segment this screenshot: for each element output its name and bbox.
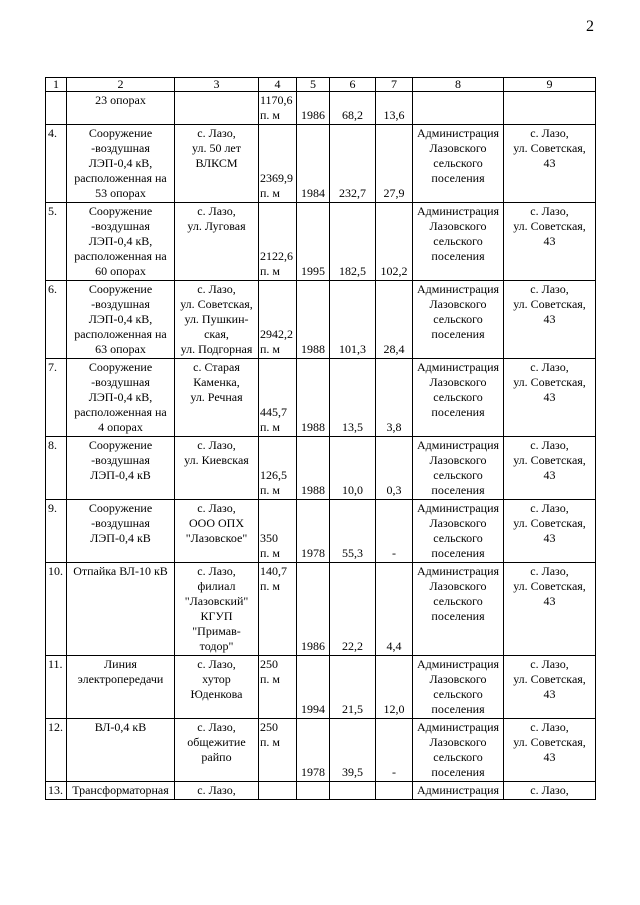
owner-cell: Администрация Лазовского сельского поселения	[413, 125, 504, 203]
row-number-cell: 4.	[46, 125, 67, 203]
row-number-cell: 8.	[46, 437, 67, 500]
row-number-cell: 9.	[46, 500, 67, 563]
column-number: 6	[330, 78, 376, 92]
length-cell: 140,7 п. м	[259, 563, 297, 656]
year-cell: 1978	[297, 719, 330, 782]
value-cell: 55,3	[330, 500, 376, 563]
object-name-cell: Сооружение -воздушная ЛЭП-0,4 кВ, расположенная на 60 опорах	[67, 203, 175, 281]
location-cell: с. Лазо, общежитие райпо	[175, 719, 259, 782]
page-number: 2	[586, 18, 594, 35]
value-cell: 0,3	[376, 437, 413, 500]
row-number-cell: 13.	[46, 782, 67, 800]
value-cell: 101,3	[330, 281, 376, 359]
value-cell: 27,9	[376, 125, 413, 203]
object-name-cell: Сооружение -воздушная ЛЭП-0,4 кВ	[67, 437, 175, 500]
location-cell: с. Лазо, ул. Советская, ул. Пушкин- ская, ул. Подгорная	[175, 281, 259, 359]
value-cell: 22,2	[330, 563, 376, 656]
location-cell: с. Лазо, ООО ОПХ "Лазовское"	[175, 500, 259, 563]
row-number-cell: 5.	[46, 203, 67, 281]
row-number-cell: 6.	[46, 281, 67, 359]
length-cell: 250 п. м	[259, 656, 297, 719]
object-name-cell: Сооружение -воздушная ЛЭП-0,4 кВ	[67, 500, 175, 563]
row-number-cell: 10.	[46, 563, 67, 656]
owner-cell: Администрация Лазовского сельского поселения	[413, 437, 504, 500]
value-cell: 4,4	[376, 563, 413, 656]
year-cell: 1988	[297, 437, 330, 500]
owner-cell: Администрация Лазовского сельского поселения	[413, 203, 504, 281]
owner-address-cell: с. Лазо, ул. Советская, 43	[504, 719, 596, 782]
table-row	[46, 563, 596, 656]
column-number: 5	[297, 78, 330, 92]
value-cell	[376, 782, 413, 800]
table-row	[46, 359, 596, 437]
row-number-cell	[46, 92, 67, 125]
length-cell: 1170,6 п. м	[259, 92, 297, 125]
table-row	[46, 92, 596, 125]
value-cell: 10,0	[330, 437, 376, 500]
owner-cell: Администрация Лазовского сельского поселения	[413, 359, 504, 437]
table-row	[46, 782, 596, 800]
owner-cell: Администрация Лазовского сельского поселения	[413, 656, 504, 719]
value-cell: 28,4	[376, 281, 413, 359]
owner-address-cell: с. Лазо, ул. Советская, 43	[504, 500, 596, 563]
column-number: 1	[46, 78, 67, 92]
location-cell: с. Старая Каменка, ул. Речная	[175, 359, 259, 437]
table-body	[46, 78, 596, 800]
location-cell: с. Лазо, филиал "Лазовский" КГУП "Примав- тодор"	[175, 563, 259, 656]
length-cell: 2122,6 п. м	[259, 203, 297, 281]
year-cell	[297, 782, 330, 800]
value-cell: 3,8	[376, 359, 413, 437]
owner-address-cell: с. Лазо, ул. Советская, 43	[504, 437, 596, 500]
owner-address-cell	[504, 92, 596, 125]
table-row	[46, 719, 596, 782]
length-cell: 350 п. м	[259, 500, 297, 563]
table-row	[46, 281, 596, 359]
object-name-cell: ВЛ-0,4 кВ	[67, 719, 175, 782]
object-name-cell: Трансформаторная	[67, 782, 175, 800]
owner-cell: Администрация Лазовского сельского поселения	[413, 563, 504, 656]
value-cell	[330, 782, 376, 800]
location-cell: с. Лазо, хутор Юденкова	[175, 656, 259, 719]
table-row	[46, 125, 596, 203]
value-cell: 182,5	[330, 203, 376, 281]
location-cell: с. Лазо,	[175, 782, 259, 800]
value-cell: 39,5	[330, 719, 376, 782]
column-number-header-row	[46, 78, 596, 92]
length-cell: 2942,2 п. м	[259, 281, 297, 359]
year-cell: 1994	[297, 656, 330, 719]
column-number: 8	[413, 78, 504, 92]
year-cell: 1978	[297, 500, 330, 563]
table-row	[46, 656, 596, 719]
location-cell: с. Лазо, ул. Киевская	[175, 437, 259, 500]
row-number-cell: 11.	[46, 656, 67, 719]
object-name-cell: Отпайка ВЛ-10 кВ	[67, 563, 175, 656]
year-cell: 1986	[297, 92, 330, 125]
length-cell	[259, 782, 297, 800]
column-number: 7	[376, 78, 413, 92]
column-number: 4	[259, 78, 297, 92]
table-row	[46, 437, 596, 500]
property-register-table	[45, 77, 596, 800]
location-cell	[175, 92, 259, 125]
year-cell: 1988	[297, 359, 330, 437]
owner-address-cell: с. Лазо, ул. Советская, 43	[504, 359, 596, 437]
object-name-cell: 23 опорах	[67, 92, 175, 125]
owner-cell: Администрация Лазовского сельского поселения	[413, 500, 504, 563]
column-number: 3	[175, 78, 259, 92]
year-cell: 1988	[297, 281, 330, 359]
location-cell: с. Лазо, ул. 50 лет ВЛКСМ	[175, 125, 259, 203]
object-name-cell: Сооружение -воздушная ЛЭП-0,4 кВ, расположенная на 53 опорах	[67, 125, 175, 203]
object-name-cell: Линия электропередачи	[67, 656, 175, 719]
value-cell: 68,2	[330, 92, 376, 125]
value-cell: 12,0	[376, 656, 413, 719]
owner-address-cell: с. Лазо,	[504, 782, 596, 800]
owner-cell: Администрация	[413, 782, 504, 800]
object-name-cell: Сооружение -воздушная ЛЭП-0,4 кВ, расположенная на 63 опорах	[67, 281, 175, 359]
length-cell: 2369,9 п. м	[259, 125, 297, 203]
owner-cell	[413, 92, 504, 125]
value-cell: 13,5	[330, 359, 376, 437]
owner-address-cell: с. Лазо, ул. Советская, 43	[504, 281, 596, 359]
object-name-cell: Сооружение -воздушная ЛЭП-0,4 кВ, расположенная на 4 опорах	[67, 359, 175, 437]
row-number-cell: 7.	[46, 359, 67, 437]
owner-cell: Администрация Лазовского сельского поселения	[413, 719, 504, 782]
location-cell: с. Лазо, ул. Луговая	[175, 203, 259, 281]
owner-address-cell: с. Лазо, ул. Советская, 43	[504, 563, 596, 656]
length-cell: 126,5 п. м	[259, 437, 297, 500]
year-cell: 1995	[297, 203, 330, 281]
year-cell: 1986	[297, 563, 330, 656]
column-number: 2	[67, 78, 175, 92]
year-cell: 1984	[297, 125, 330, 203]
value-cell: 21,5	[330, 656, 376, 719]
value-cell: 232,7	[330, 125, 376, 203]
value-cell: -	[376, 719, 413, 782]
owner-address-cell: с. Лазо, ул. Советская, 43	[504, 203, 596, 281]
value-cell: -	[376, 500, 413, 563]
value-cell: 102,2	[376, 203, 413, 281]
row-number-cell: 12.	[46, 719, 67, 782]
length-cell: 250 п. м	[259, 719, 297, 782]
table-row	[46, 203, 596, 281]
table-row	[46, 500, 596, 563]
owner-address-cell: с. Лазо, ул. Советская, 43	[504, 125, 596, 203]
value-cell: 13,6	[376, 92, 413, 125]
length-cell: 445,7 п. м	[259, 359, 297, 437]
owner-cell: Администрация Лазовского сельского поселения	[413, 281, 504, 359]
column-number: 9	[504, 78, 596, 92]
owner-address-cell: с. Лазо, ул. Советская, 43	[504, 656, 596, 719]
